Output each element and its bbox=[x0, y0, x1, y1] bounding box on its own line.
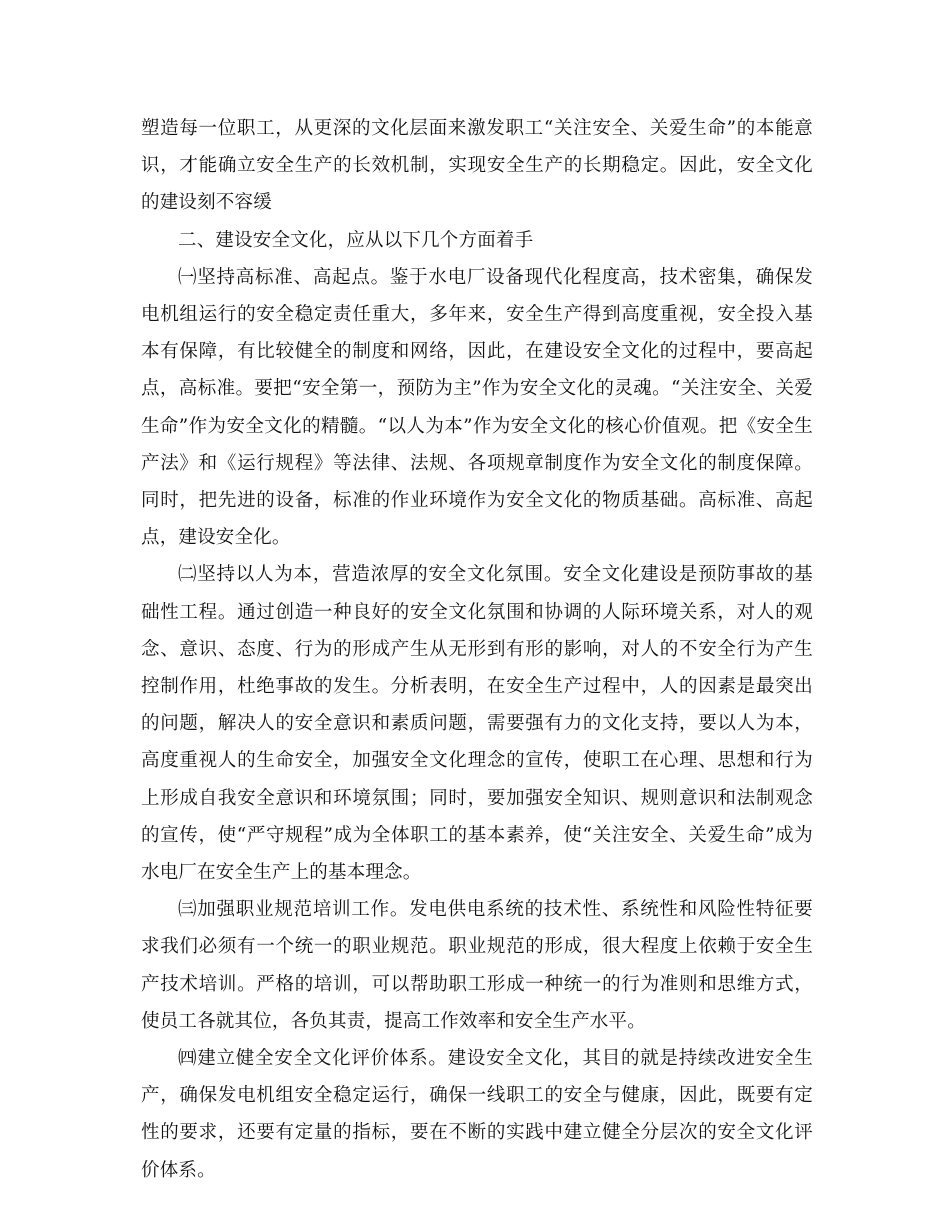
paragraph-point-2: ㈡坚持以人为本，营造浓厚的安全文化氛围。安全文化建设是预防事故的基础性工程。通过创造一种良好的安全文化氛围和协调的人际环境关系，对人的观念、意识、态度、行为的形成产生从无形到有形的影响，对人的不安全行为产生控制作用，杜绝事故的发生。分析表明，在安全生产过程中，人的因素是最突出的问题，解决人的安全意识和素质问题，需要强有力的文化支持，要以人为本，高度重视人的生命安全，加强安全文化理念的宣传，使职工在心理、思想和行为上形成自我安全意识和环境氛围；同时，要加强安全知识、规则意识和法制观念的宣传，使“严守规程”成为全体职工的基本素养，使“关注安全、关爱生命”成为水电厂在安全生产上的基本理念。 bbox=[141, 564, 813, 884]
paragraph-point-1: ㈠坚持高标准、高起点。鉴于水电厂设备现代化程度高，技术密集，确保发电机组运行的安全稳定责任重大，多年来，安全生产得到高度重视，安全投入基本有保障，有比较健全的制度和网络，因此，在建设安全文化的过程中，要高起点，高标准。要把“安全第一，预防为主”作为安全文化的灵魂。“关注安全、关爱生命”作为安全文化的精髓。“以人为本”作为安全文化的核心价值观。把《安全生产法》和《运行规程》等法律、法规、各项规章制度作为安全文化的制度保障。同时，把先进的设备，标准的作业环境作为安全文化的物质基础。高标准、高起点，建设安全化。 bbox=[141, 266, 813, 549]
paragraph-point-4: ㈣建立健全安全文化评价体系。建设安全文化，其目的就是持续改进安全生产，确保发电机组安全稳定运行，确保一线职工的安全与健康，因此，既要有定性的要求，还要有定量的指标，要在不断的实践中建立健全分层次的安全文化评价体系。 bbox=[141, 1048, 813, 1181]
document-body bbox=[141, 110, 813, 1189]
section-heading-two: 二、建设安全文化，应从以下几个方面着手 bbox=[178, 229, 534, 251]
paragraph-point-3: ㈢加强职业规范培训工作。发电供电系统的技术性、系统性和风险性特征要求我们必须有一个统一的职业规范。职业规范的形成，很大程度上依赖于安全生产技术培训。严格的培训，可以帮助职工形成一种统一的行为准则和思维方式，使员工各就其位，各负其责，提高工作效率和安全生产水平。 bbox=[141, 899, 813, 1032]
paragraph-intro-continuation: 塑造每一位职工，从更深的文化层面来激发职工“关注安全、关爱生命”的本能意识，才能确立安全生产的长效机制，实现安全生产的长期稳定。因此，安全文化的建设刻不容缓 bbox=[141, 118, 813, 214]
